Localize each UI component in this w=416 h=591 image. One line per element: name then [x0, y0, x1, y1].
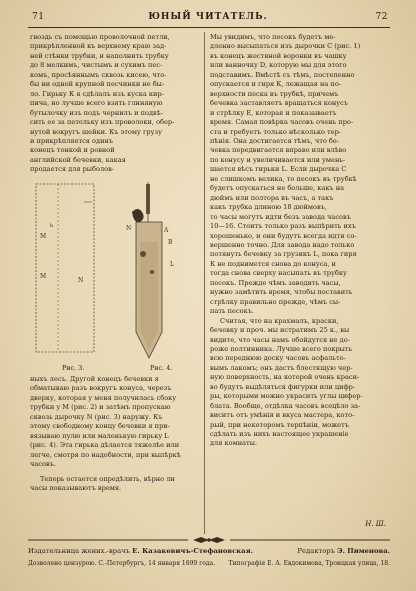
text-line: тогда снова сверху насыпать въ трубку: [210, 269, 347, 278]
svg-text:L: L: [170, 261, 174, 268]
page-header: [28, 12, 388, 26]
svg-text:M: M: [40, 273, 47, 280]
text-line: нужно замѣтить время, чтобы поставить: [210, 288, 353, 297]
text-line: до 8 мелкимъ, чистымъ и сухимъ пес-: [30, 61, 163, 70]
text-line: Мы увидимъ, что песокъ будетъ ме-: [210, 33, 336, 41]
ornamental-rule: [28, 536, 390, 544]
text-line: легче, смотря по надобности, при выпѣркѣ: [30, 450, 181, 459]
editor-prefix: Редакторъ: [297, 547, 335, 555]
text-line: сквозь дырочку N (рис. 3) наружу. Къ: [30, 412, 163, 421]
text-line: въ конецъ жестяной воронки въ чашку: [210, 51, 347, 60]
text-line: время. Самая повѣрка часовъ очень про-: [210, 118, 354, 127]
svg-text:M: M: [40, 233, 47, 240]
text-line: сить ее за петельку изъ проволоки, обер-: [30, 118, 175, 127]
left-column-top: [30, 33, 200, 175]
text-line: вершенно точно. Для завода надо только: [210, 240, 355, 249]
svg-text:N: N: [126, 225, 132, 232]
text-line: часы показываютъ время.: [30, 483, 122, 492]
text-line: потянуть бечевку за грузикъ L, пока гиря: [210, 250, 357, 259]
text-line: нутой вокругъ шейки. Къ этому грузу: [30, 127, 163, 136]
text-line: шается вѣсъ гирьки L. Если дырочка С: [210, 165, 347, 174]
text-line: ныхъ лесъ. Другой конецъ бечевки я: [30, 375, 159, 383]
text-line: пать песокъ.: [210, 307, 255, 316]
text-line: песокъ. Прежде чѣмъ заводить часы,: [210, 278, 341, 287]
svg-text:B: B: [168, 239, 173, 246]
journal-title: ЮНЫЙ ЧИТАТЕЛЬ.: [148, 12, 268, 22]
text-line: вязываю пулю или маленькую гирьку L: [30, 431, 169, 440]
text-line: или ванночку D, которую мы для этого: [210, 61, 347, 70]
text-line: пича, но лучше всего взять глиняную: [30, 99, 163, 108]
text-line: ста и требуетъ только нѣсколько тер-: [210, 127, 342, 136]
text-line: будетъ опускаться не больше, какъ на: [210, 184, 345, 193]
svg-text:N: N: [78, 277, 84, 284]
figure-3-drawing: [32, 182, 100, 362]
text-line: рый, при некоторомъ терпѣніи, можетъ: [210, 420, 349, 429]
text-line: трубки у М (рис. 2) и затѣмъ пропускаю: [30, 403, 171, 412]
text-line: опускается и гиря К, лежащая на по-: [210, 80, 342, 89]
text-line: верхности песка въ трубкѣ, причемъ: [210, 89, 339, 98]
publisher-name: Е. Казакевичъ-Стефановская.: [132, 547, 253, 555]
text-line: то часы могутъ идти безъ завода часовъ: [210, 212, 351, 221]
publisher-prefix: Издательница жених.-врачъ: [28, 547, 130, 555]
svg-text:b: b: [50, 223, 54, 229]
text-line: дверку, которая у меня получилась сбоку: [30, 393, 177, 402]
text-line: всю переднюю доску часовъ асфальто-: [210, 354, 346, 363]
column-divider: [204, 32, 205, 534]
printer-note: Типографія Е. А. Евдокимова, Троицкая улица, 18.: [228, 560, 390, 567]
text-line: часовъ.: [30, 460, 56, 469]
page-number-left: 71: [32, 12, 45, 22]
text-line: бутылочку изъ подъ чернилъ и подвѣ-: [30, 108, 163, 117]
text-line: К не поднимется снова до конуса, и: [210, 259, 336, 268]
text-line: по конусу и увеличивается или умень-: [210, 155, 346, 164]
header-rule: [28, 27, 390, 28]
censor-note: Дозволено цензурою. С.-Петербургъ, 14 января 1899 года.: [28, 560, 216, 567]
text-line: подставимъ. Вмѣстѣ съ тѣмъ, постепенно: [210, 70, 355, 79]
text-line: дленно высыпаться изъ дырочки С (рис. 1): [210, 42, 361, 51]
text-line: прикрѣпленной къ верхнему краю зад-: [30, 42, 167, 51]
text-line: пѣнія. Она достигается тѣмъ, что бе-: [210, 136, 340, 145]
text-line: хорошенько, и они будутъ всегда идти со-: [210, 231, 357, 240]
text-line: обматываю разъ вокругъ конуса, черезъ: [30, 384, 172, 393]
text-line: блата. Вообще, отдѣлка часовъ всецѣло за-: [210, 401, 361, 410]
text-line: конецъ тонкой и ровной: [30, 146, 115, 155]
figure-4-caption: Рис. 4.: [150, 364, 173, 372]
text-line: и прикрѣпляется одинъ: [30, 136, 114, 145]
text-line: продается для рыболов-: [30, 165, 115, 174]
text-line: виситъ отъ умѣнія и вкуса мастера, кото-: [210, 411, 355, 420]
text-line: бы ни одной крупной песчинки не бы-: [30, 80, 165, 89]
left-column-bottom: [30, 375, 200, 493]
text-line: Считая, что на крахмалъ, краски,: [220, 316, 339, 325]
text-line: ней стѣнки трубки, и наполнить трубку: [30, 51, 169, 60]
text-line: бечевку и проч. мы истратимъ 25 к., вы: [210, 326, 350, 335]
text-line: и стрѣлку Е, которая и показываетъ: [210, 108, 337, 117]
text-line: во будутъ выдѣляться фигурки или цифр-: [210, 382, 356, 391]
text-line: бечевка заставляетъ вращаться конусъ: [210, 99, 349, 108]
text-line: гвоздь съ помощью проволочной петли,: [30, 33, 170, 41]
text-line: английской бечевки, какая: [30, 155, 126, 164]
text-line: чевка передвигается вправо или влѣво: [210, 146, 347, 155]
right-column: [210, 33, 386, 449]
text-line: какъ трубка длиною 18 дюймовъ,: [210, 203, 327, 212]
text-line: вымъ лакомъ; онъ дастъ блестящую чер-: [210, 363, 353, 372]
svg-text:A: A: [164, 227, 169, 234]
text-line: для комнаты.: [210, 439, 258, 448]
author-signature: Н. Ш.: [365, 520, 386, 528]
text-line: видите, что часы намъ обойдутся не до-: [210, 335, 350, 344]
text-line: (рис. 4). Эта гирька дѣлается тяжелѣе или: [30, 441, 180, 450]
figure-4-drawing: [118, 182, 198, 362]
page-number-right: 72: [375, 12, 388, 22]
text-line: Теперь остается опредѣлить, вѣрно ли: [40, 474, 175, 483]
text-line: ло. Гирьку К я сдѣлалъ изъ куска кир-: [30, 89, 164, 98]
editor-name: Э. Пименова.: [337, 547, 390, 555]
text-line: ры, которыми можно украсить углы цифер-: [210, 392, 363, 401]
text-line: ную поверхность, на которой очень краси-: [210, 373, 360, 382]
text-line: стрѣлку правильно прежде, чѣмъ сы-: [210, 297, 341, 306]
text-line: роже полтинника. Лучше всего покрыть: [210, 344, 353, 353]
text-line: этому свободному концу бечевки я при-: [30, 422, 170, 431]
text-line: комъ, просѣяннымъ сквозь кисею, что-: [30, 70, 167, 79]
text-line: 10—16. Стоитъ только разъ выпѣрить ихъ: [210, 222, 356, 231]
text-line: дюймъ или полтора въ часъ, а такъ: [210, 193, 334, 202]
figure-3-caption: Рис. 3.: [62, 364, 85, 372]
text-line: не слишкомъ велика, то песокъ въ трубкѣ: [210, 174, 357, 183]
text-line: сдѣлать изъ нихъ настоящее украшеніе: [210, 430, 349, 439]
